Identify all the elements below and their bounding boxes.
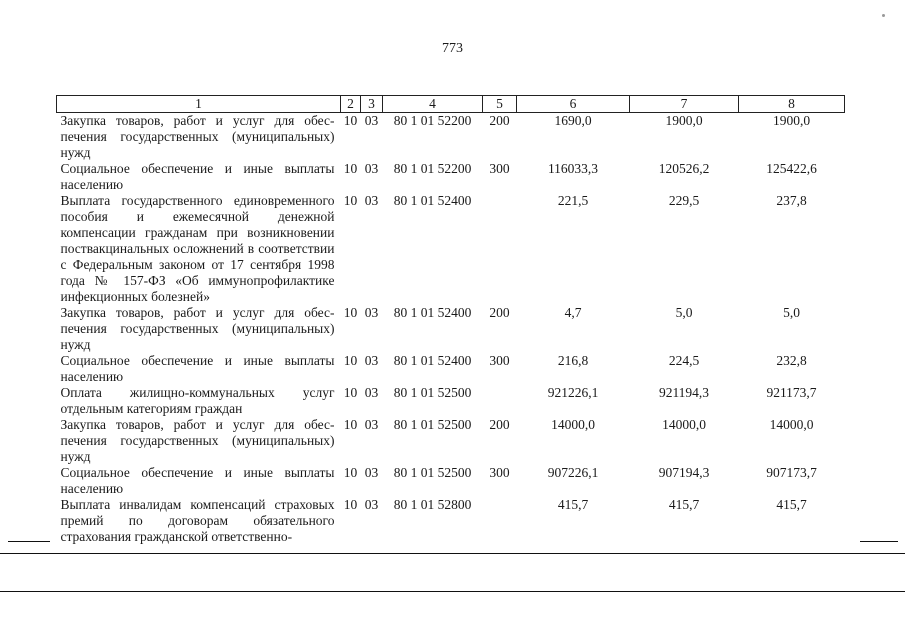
row-amount-col6: 4,7 (564, 305, 582, 320)
row-amount-col8: 1900,0 (772, 113, 811, 128)
row-subsection: 03 (364, 193, 379, 208)
table-row (57, 113, 845, 162)
row-amount-col6: 14000,0 (551, 417, 595, 432)
row-subsection: 03 (364, 465, 379, 480)
row-section: 10 (343, 193, 358, 208)
row-expense-type (483, 193, 517, 305)
row-amount-col7: 224,5 (668, 353, 700, 368)
row-amount-col8: 5,0 (783, 305, 800, 320)
row-amount-col8: 907173,7 (766, 465, 817, 480)
table-row (57, 417, 845, 465)
header-col-4: 4 (383, 96, 483, 113)
table-header-row (57, 96, 845, 113)
row-expense-type (483, 497, 517, 545)
row-amount-col8: 921173,7 (766, 385, 817, 400)
header-col-7: 7 (630, 96, 739, 113)
row-subsection: 03 (364, 161, 379, 176)
row-expense-type: 300 (489, 353, 510, 368)
row-target-article: 80 1 01 52200 (393, 161, 472, 176)
row-section: 10 (343, 305, 358, 320)
row-section: 10 (343, 497, 358, 512)
row-amount-col8: 232,8 (776, 353, 807, 368)
row-description: Выплата государственного единовременного пособия и ежемесячной денежной компенсации гражданам при возникновении поствакцинальных осложнений в соответствии с Федеральным законом от 17 сентября 1998 года № 157-ФЗ «Об иммунопрофилактике инфекционных болезней» (60, 193, 335, 304)
row-description: Выплата инвалидам компенсаций страховых премий по договорам обязательного страхования гражданской ответственно- (60, 497, 335, 544)
row-target-article: 80 1 01 52200 (393, 113, 472, 128)
row-amount-col7: 229,5 (668, 193, 700, 208)
row-expense-type (483, 385, 517, 417)
scan-cut-line (8, 541, 50, 542)
row-target-article: 80 1 01 52500 (393, 417, 472, 432)
row-target-article: 80 1 01 52400 (393, 353, 472, 368)
row-expense-type: 200 (489, 417, 510, 432)
row-amount-col6: 907226,1 (547, 465, 599, 480)
scan-dot (882, 14, 885, 17)
row-description: Социальное обеспечение и иные выплаты населению (60, 161, 335, 192)
row-amount-col7: 415,7 (668, 497, 700, 512)
scan-cut-line (860, 541, 898, 542)
row-expense-type: 300 (489, 161, 510, 176)
header-col-1: 1 (57, 96, 341, 113)
row-amount-col6: 1690,0 (554, 113, 592, 128)
table-row (57, 353, 845, 385)
row-description: Социальное обеспечение и иные выплаты населению (60, 353, 335, 384)
row-section: 10 (343, 385, 358, 400)
row-amount-col7: 14000,0 (662, 417, 706, 432)
row-amount-col7: 120526,2 (658, 161, 710, 176)
row-amount-col8: 237,8 (776, 193, 807, 208)
row-subsection: 03 (364, 385, 379, 400)
row-subsection: 03 (364, 353, 379, 368)
header-col-3: 3 (361, 96, 383, 113)
header-col-2: 2 (341, 96, 361, 113)
row-section: 10 (343, 113, 358, 128)
row-expense-type: 300 (489, 465, 510, 480)
table-row (57, 161, 845, 193)
table-row (57, 193, 845, 305)
scan-cut-line (0, 591, 905, 592)
budget-table (56, 95, 845, 545)
table-row (57, 305, 845, 353)
row-description: Закупка товаров, работ и услуг для обеспечения государственных (муниципальных) нужд (60, 305, 335, 352)
row-section: 10 (343, 417, 358, 432)
row-section: 10 (343, 161, 358, 176)
row-target-article: 80 1 01 52500 (393, 465, 472, 480)
row-amount-col6: 921226,1 (547, 385, 599, 400)
header-col-8: 8 (739, 96, 845, 113)
row-target-article: 80 1 01 52400 (393, 193, 472, 208)
row-amount-col6: 216,8 (557, 353, 589, 368)
table-row (57, 465, 845, 497)
row-subsection: 03 (364, 497, 379, 512)
row-description: Оплата жилищно-коммунальных услуг отдельным категориям граждан (60, 385, 335, 416)
row-amount-col7: 5,0 (675, 305, 693, 320)
row-description: Закупка товаров, работ и услуг для обеспечения государственных (муниципальных) нужд (60, 417, 335, 464)
row-section: 10 (343, 353, 358, 368)
row-amount-col6: 221,5 (557, 193, 589, 208)
row-amount-col7: 907194,3 (658, 465, 710, 480)
row-subsection: 03 (364, 113, 379, 128)
row-amount-col7: 921194,3 (658, 385, 710, 400)
scan-cut-line (0, 553, 905, 554)
row-section: 10 (343, 465, 358, 480)
row-expense-type: 200 (489, 113, 510, 128)
row-amount-col6: 415,7 (557, 497, 589, 512)
row-amount-col8: 125422,6 (766, 161, 817, 176)
row-description: Социальное обеспечение и иные выплаты населению (60, 465, 335, 496)
table-row (57, 497, 845, 545)
row-target-article: 80 1 01 52500 (393, 385, 472, 400)
table-row (57, 385, 845, 417)
row-amount-col8: 14000,0 (769, 417, 814, 432)
header-col-6: 6 (517, 96, 630, 113)
row-amount-col8: 415,7 (776, 497, 807, 512)
page-number: 773 (442, 41, 463, 56)
row-amount-col7: 1900,0 (665, 113, 703, 128)
row-description: Закупка товаров, работ и услуг для обеспечения государственных (муниципальных) нужд (60, 113, 335, 160)
row-subsection: 03 (364, 417, 379, 432)
row-target-article: 80 1 01 52800 (393, 497, 472, 512)
row-target-article: 80 1 01 52400 (393, 305, 472, 320)
row-expense-type: 200 (489, 305, 510, 320)
row-subsection: 03 (364, 305, 379, 320)
row-amount-col6: 116033,3 (547, 161, 599, 176)
header-col-5: 5 (483, 96, 517, 113)
